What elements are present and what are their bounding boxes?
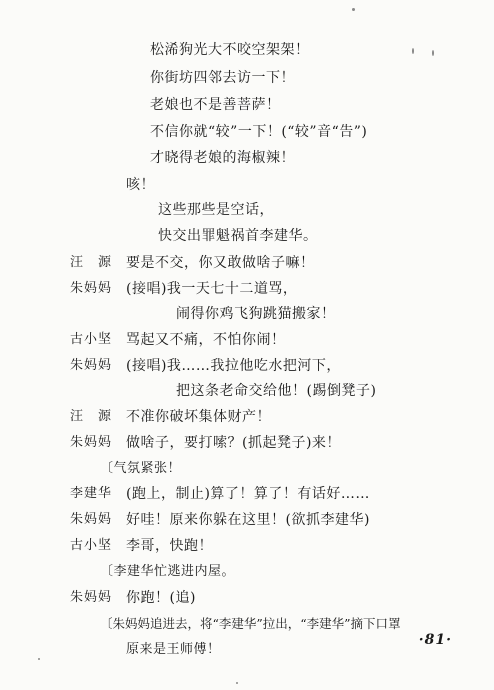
stage-direction: 〔朱妈妈追进去，将“李建华”拉出，“李建华”摘下口罩	[100, 616, 401, 631]
script-line: (接唱)我一天七十二道骂，	[126, 281, 298, 297]
speaker-name: 汪 源	[70, 255, 113, 270]
page-number: ·81·	[418, 632, 452, 648]
stage-direction: 〔李建华忙逃进内屋。	[100, 564, 236, 579]
speaker-name: 古小坚	[70, 538, 113, 553]
script-line: 要是不交，你又敢做啥子嘛！	[126, 255, 315, 271]
stage-direction: 原来是王师傅！	[126, 642, 221, 657]
speaker-name: 汪 源	[70, 409, 113, 424]
script-line: (接唱)我……我拉他吃水把河下，	[126, 358, 341, 374]
speaker-name: 朱妈妈	[70, 590, 113, 605]
script-line: 不信你就“较”一下！(“较”音“告”)	[150, 124, 368, 140]
script-line: 老娘也不是善菩萨！	[150, 97, 281, 113]
script-line: 做啥子，要打嗦？(抓起凳子)来！	[126, 435, 341, 451]
script-line: 这些那些是空话，	[158, 202, 274, 218]
scan-speck	[38, 658, 40, 660]
script-line: 不准你破坏集体财产！	[126, 409, 271, 425]
speaker-name: 李建华	[70, 486, 113, 501]
scan-speck	[432, 50, 434, 56]
script-line: 李哥，快跑！	[126, 538, 213, 554]
speaker-name: 朱妈妈	[70, 435, 113, 450]
script-line: 你跑！(追)	[126, 590, 196, 606]
speaker-name: 朱妈妈	[70, 358, 113, 373]
script-line: 把这条老命交给他！(踢倒凳子)	[176, 383, 377, 399]
script-line: 你街坊四邻去访一下！	[150, 70, 295, 86]
scan-speck	[236, 682, 238, 684]
script-line: 松浠狗光大不咬空架架！	[150, 42, 310, 58]
scan-speck	[352, 8, 355, 11]
scan-speck	[412, 48, 414, 54]
stage-direction: 〔气氛紧张！	[100, 461, 182, 476]
script-line: 快交出罪魁祸首李建华。	[158, 228, 318, 244]
speaker-name: 古小坚	[70, 332, 113, 347]
script-line: 才晓得老娘的海椒辣！	[150, 150, 295, 166]
script-line: 骂起又不痛，不怕你闹！	[126, 332, 286, 348]
speaker-name: 朱妈妈	[70, 281, 113, 296]
script-line: (跑上，制止)算了！算了！有话好……	[126, 486, 370, 502]
script-line: 闹得你鸡飞狗跳猫搬家！	[176, 306, 336, 322]
script-line: 咳！	[126, 177, 155, 193]
script-line: 好哇！原来你躲在这里！(欲抓李建华)	[126, 512, 370, 528]
speaker-name: 朱妈妈	[70, 512, 113, 527]
